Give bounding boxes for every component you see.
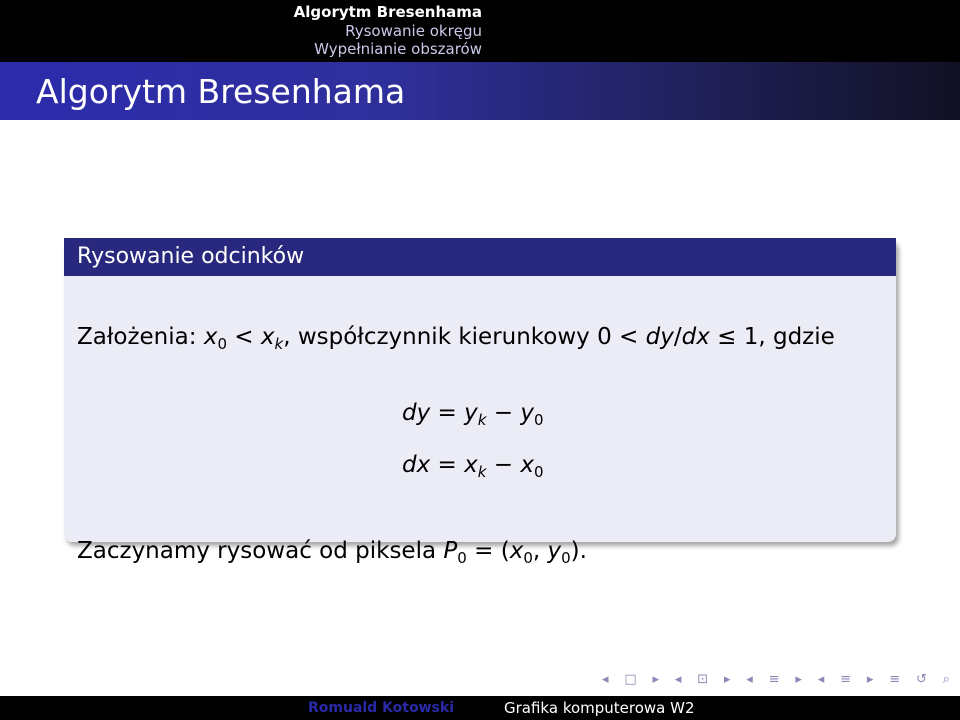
- section-icon[interactable]: ≡: [768, 671, 780, 687]
- block-title: Rysowanie odcinków: [64, 238, 896, 276]
- section-link-current[interactable]: Algorytm Bresenhama: [293, 3, 482, 21]
- equation-dx: dx = $x_k - x_0$: [402, 452, 544, 481]
- start-text: Zaczynamy rysować od piksela: [77, 538, 437, 564]
- beamer-navigation-symbols: [600, 670, 952, 688]
- prev-subsection-icon[interactable]: ◂: [674, 671, 682, 687]
- frame-icon[interactable]: □: [624, 671, 637, 687]
- footer-title: Grafika komputerowa W2: [480, 696, 960, 720]
- next-subsection-icon[interactable]: ▸: [723, 671, 731, 687]
- footer: [0, 696, 960, 720]
- equation-dy: dy = $y_k - y_0$: [402, 400, 544, 429]
- block-body: [64, 276, 896, 567]
- section-navigation: [0, 0, 482, 62]
- assumptions-end: , gdzie: [758, 324, 835, 350]
- back-icon[interactable]: ↺: [915, 671, 927, 687]
- prev-doc-icon[interactable]: ◂: [817, 671, 825, 687]
- appendix-icon[interactable]: ≡: [889, 671, 901, 687]
- assumptions-label: Założenia:: [77, 324, 197, 350]
- assumptions-formula: $x_0 < x_k$: [203, 324, 284, 353]
- subsection-icon[interactable]: ⊡: [697, 671, 709, 687]
- top-navigation-bar: [0, 0, 960, 62]
- start-formula: $P_0 = (x_0$, $y_0$).: [443, 538, 587, 567]
- next-section-icon[interactable]: ▸: [795, 671, 802, 687]
- assumptions-line: [77, 324, 835, 353]
- slope-formula: 0 < dy/dx ≤ 1: [597, 324, 759, 350]
- search-icon[interactable]: ⌕: [942, 671, 950, 687]
- document-icon[interactable]: ≡: [840, 671, 852, 687]
- next-frame-icon[interactable]: ▸: [652, 671, 660, 687]
- next-doc-icon[interactable]: ▸: [866, 671, 874, 687]
- prev-section-icon[interactable]: ◂: [746, 671, 753, 687]
- content-block: [64, 238, 896, 567]
- section-link-fill[interactable]: Wypełnianie obszarów: [314, 40, 482, 58]
- assumptions-text: , współczynnik kierunkowy: [283, 324, 590, 350]
- frame-title-bar: [0, 62, 960, 120]
- frame-title: Algorytm Bresenhama: [36, 72, 406, 111]
- section-link-circle[interactable]: Rysowanie okręgu: [345, 22, 482, 40]
- start-pixel-line: [77, 538, 587, 567]
- prev-frame-icon[interactable]: ◂: [602, 671, 609, 687]
- footer-author: Romuald Kotowski: [0, 696, 480, 720]
